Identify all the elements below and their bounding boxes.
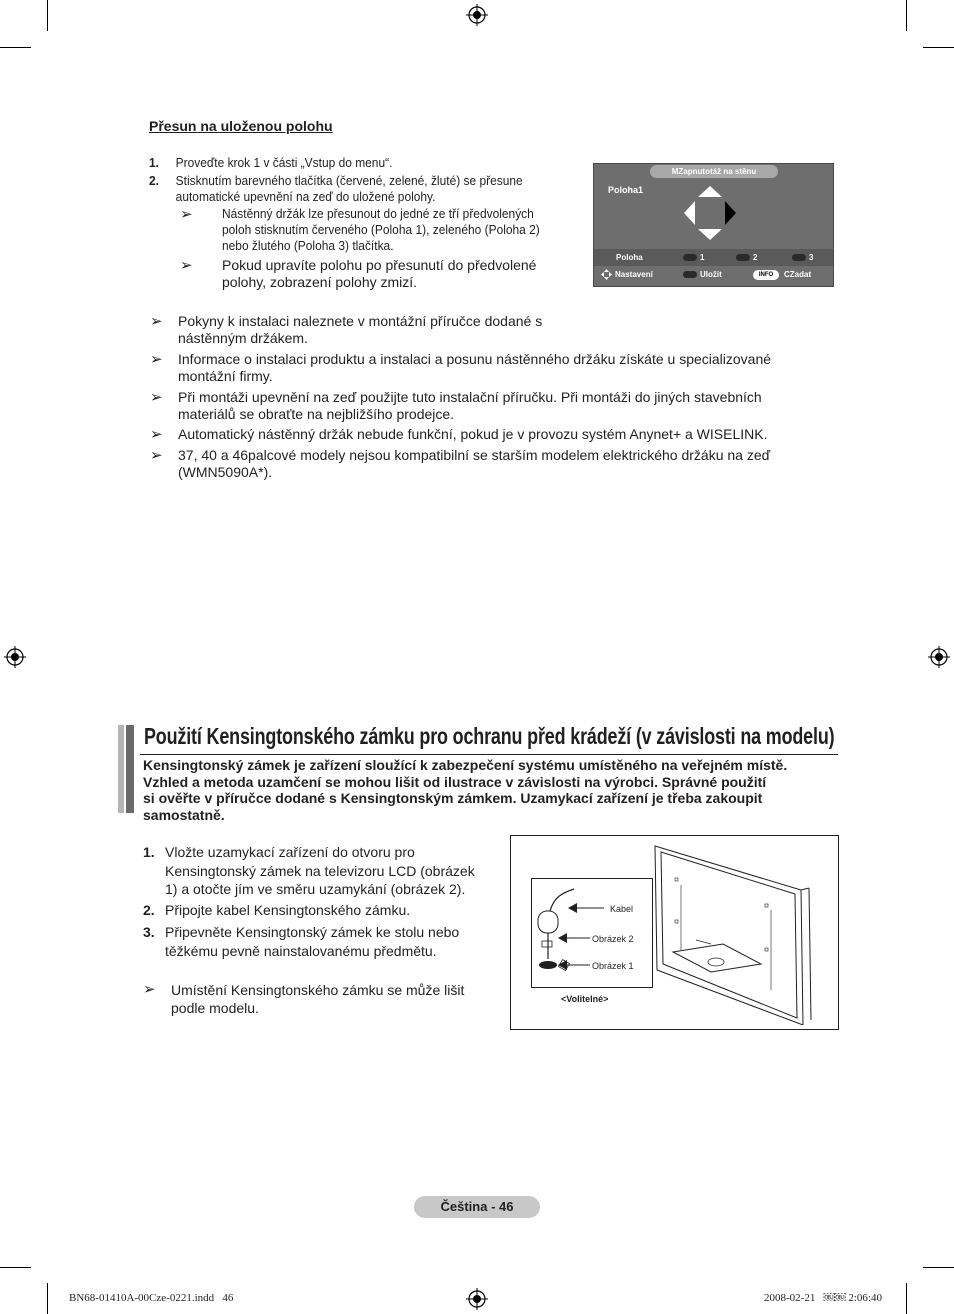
note-line: (WMN5090A*). bbox=[178, 464, 273, 480]
label-figure-1: Obrázek 1 bbox=[592, 961, 634, 971]
note-line: nástěnným držákem. bbox=[178, 330, 308, 346]
step-number: 1. bbox=[149, 155, 159, 170]
osd-help-label: CZadat bbox=[784, 270, 812, 279]
step-number: 2. bbox=[143, 902, 155, 918]
registration-mark-icon bbox=[4, 646, 26, 668]
note-arrow-icon: ➢ bbox=[150, 313, 163, 330]
note-line: 37, 40 a 46palcové modely nejsou kompatibilní se starším modelem elektrického držáku na zeď bbox=[178, 447, 771, 463]
step-number: 2. bbox=[149, 173, 159, 188]
note-arrow-icon: ➢ bbox=[180, 206, 193, 223]
section-heading: Přesun na uloženou polohu bbox=[149, 118, 333, 134]
note-arrow-icon: ➢ bbox=[150, 351, 163, 368]
intro-line: Kensingtonský zámek je zařízení sloužící k zabezpečení systému umístěného na veřejném místě. bbox=[143, 757, 788, 773]
osd-value: 3 bbox=[809, 253, 814, 262]
print-slug-left: BN68-01410A-00Cze-0221.indd 46 bbox=[69, 1292, 234, 1304]
registration-mark-icon bbox=[928, 646, 950, 668]
title-rule bbox=[140, 754, 838, 755]
kensington-note bbox=[171, 981, 511, 1017]
intro-line: samostatně. bbox=[143, 806, 225, 823]
step-number: 1. bbox=[143, 844, 155, 860]
crop-mark bbox=[906, 0, 907, 31]
step-2 bbox=[149, 173, 554, 207]
note-line: Automatický nástěnný držák nebude funkční, pokud je v provozu systém Anynet+ a WISELINK. bbox=[178, 426, 768, 442]
section-accent-bar bbox=[126, 725, 134, 813]
step-text bbox=[165, 843, 495, 899]
intro-line: si ověřte v příručce dodané s Kensingtonským zámkem. Uzamykací zařízení je třeba zakoupit bbox=[143, 790, 763, 806]
label-optional: <Volitelné> bbox=[561, 994, 609, 1004]
registration-mark-icon bbox=[466, 4, 488, 26]
osd-help-label: Uložit bbox=[700, 270, 722, 279]
step-number: 3. bbox=[143, 924, 155, 940]
section-intro bbox=[143, 757, 823, 823]
green-button-icon bbox=[736, 254, 750, 261]
section-title: Použití Kensingtonského zámku pro ochranu před krádeží (v závislosti na modelu) bbox=[144, 723, 835, 749]
tv-illustration-icon bbox=[651, 840, 836, 1025]
intro-line: Vzhled a metoda uzamčení se mohou lišit od ilustrace v závislosti na výrobci. Správné použití bbox=[143, 773, 767, 790]
note-arrow-icon: ➢ bbox=[150, 426, 163, 443]
red-button-icon bbox=[683, 254, 697, 261]
note-arrow-icon: ➢ bbox=[150, 447, 163, 464]
osd-screen bbox=[593, 163, 834, 287]
osd-title: MZapnutotáž na stěnu bbox=[650, 165, 778, 178]
note-line: nebo žlutého (Poloha 3) tlačítka. bbox=[222, 238, 394, 253]
step-line: Připojte kabel Kensingtonského zámku. bbox=[165, 902, 411, 918]
note-line: polohy, zobrazení polohy zmizí. bbox=[222, 274, 418, 290]
section-accent-bar bbox=[118, 725, 124, 813]
enter-button-icon bbox=[683, 271, 697, 278]
note-line: Nástěnný držák lze přesunout do jedné ze tří předvolených bbox=[222, 206, 534, 221]
osd-row-help bbox=[594, 266, 833, 284]
crop-mark bbox=[923, 47, 954, 48]
note-line: poloh stisknutím červeného (Poloha 1), zeleného (Poloha 2) bbox=[222, 222, 540, 237]
move-icon bbox=[601, 269, 612, 280]
info-button: INFO bbox=[753, 270, 779, 280]
osd-row-position bbox=[594, 249, 833, 267]
note-arrow-icon: ➢ bbox=[180, 257, 193, 274]
step-line: Kensingtonský zámek na televizoru LCD (obrázek bbox=[165, 862, 475, 879]
yellow-button-icon bbox=[792, 254, 806, 261]
print-slug-right: 2008-02-21 ￼￼ 2:06:40 bbox=[764, 1292, 882, 1304]
note bbox=[178, 426, 838, 443]
osd-help-label: Nastavení bbox=[615, 270, 653, 279]
osd-subtitle: Poloha1 bbox=[608, 185, 644, 195]
note bbox=[178, 389, 838, 423]
note bbox=[178, 351, 838, 385]
note-line: Umístění Kensingtonského zámku se může lišit bbox=[171, 982, 465, 998]
sub-note bbox=[222, 206, 572, 254]
pointer-arrow-icon bbox=[568, 903, 604, 913]
crop-mark bbox=[47, 0, 48, 31]
pointer-arrow-icon bbox=[558, 960, 590, 970]
crop-mark bbox=[0, 47, 31, 48]
step-text: Proveďte krok 1 v části „Vstup do menu“. bbox=[175, 155, 393, 170]
step-text bbox=[165, 901, 495, 920]
osd-value: 2 bbox=[753, 253, 758, 262]
step-line: těžkému pevně nainstalovanému předmětu. bbox=[165, 942, 437, 959]
note-line: Pokud upravíte polohu po přesunutí do předvolené bbox=[222, 257, 537, 273]
osd-label: Poloha bbox=[616, 253, 643, 262]
crop-mark bbox=[47, 1283, 48, 1314]
registration-mark-icon bbox=[466, 1288, 488, 1310]
step-line: 1) a otočte jím ve směru uzamykání (obrázek 2). bbox=[165, 881, 466, 897]
sub-note bbox=[222, 257, 582, 291]
note bbox=[178, 313, 818, 347]
note-line: Při montáži upevnění na zeď použijte tuto instalační příručku. Při montáži do jiných stavebních bbox=[178, 389, 762, 405]
direction-arrows-icon bbox=[682, 184, 738, 242]
note-arrow-icon: ➢ bbox=[150, 389, 163, 406]
note-line: Pokyny k instalaci naleznete v montážní příručce dodané s bbox=[178, 313, 543, 329]
note bbox=[178, 447, 838, 481]
lock-detail-inset bbox=[531, 878, 653, 988]
note-arrow-icon: ➢ bbox=[143, 981, 156, 998]
note-line: podle modelu. bbox=[171, 1000, 259, 1016]
note-line: materiálů se obraťte na nejbližšího prodejce. bbox=[178, 406, 455, 422]
osd-value: 1 bbox=[700, 253, 705, 262]
step-line: Vložte uzamykací zařízení do otvoru pro bbox=[165, 844, 415, 860]
label-figure-2: Obrázek 2 bbox=[592, 934, 634, 944]
kensington-illustration bbox=[510, 835, 839, 1030]
pointer-arrow-icon bbox=[558, 933, 590, 943]
label-cable: Kabel bbox=[610, 904, 634, 914]
step-text-line: automatické upevnění na zeď do uložené polohy. bbox=[175, 189, 436, 204]
page-number-badge: Čeština - 46 bbox=[414, 1196, 540, 1218]
crop-mark bbox=[0, 1267, 31, 1268]
step-text-line: Stisknutím barevného tlačítka (červené, zelené, žluté) se přesune bbox=[175, 173, 523, 188]
step-line: Připevněte Kensingtonský zámek ke stolu nebo bbox=[165, 924, 460, 940]
note-line: Informace o instalaci produktu a instalaci a posunu nástěnného držáku získáte u specializované bbox=[178, 351, 772, 367]
step-text bbox=[165, 923, 495, 960]
crop-mark bbox=[906, 1283, 907, 1314]
crop-mark bbox=[923, 1267, 954, 1268]
note-line: montážní firmy. bbox=[178, 368, 273, 384]
